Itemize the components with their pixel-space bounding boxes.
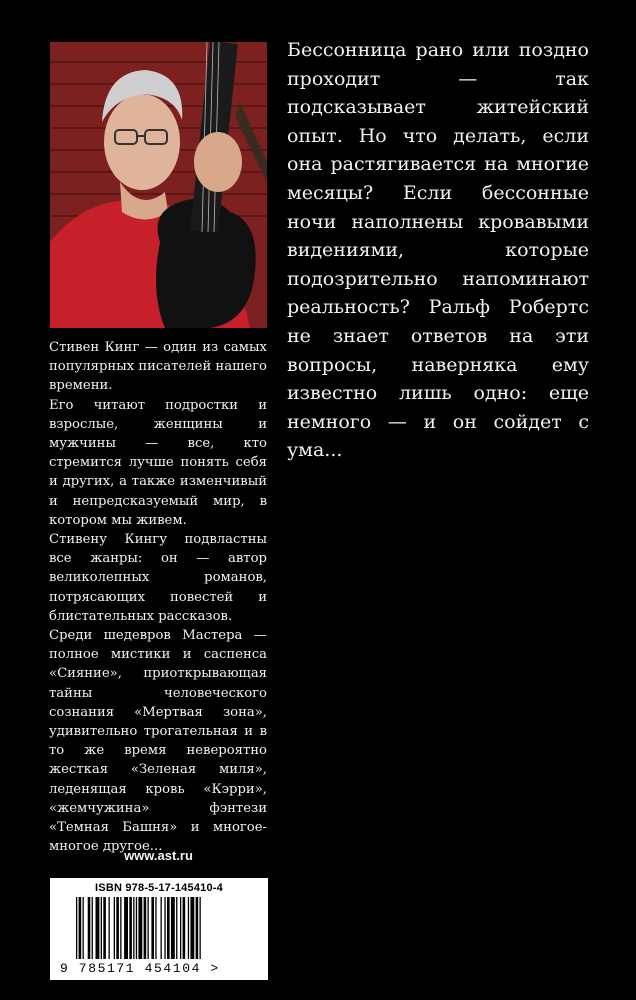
barcode-bar	[164, 897, 165, 959]
barcode-bar	[92, 897, 93, 959]
barcode-bar	[109, 897, 110, 959]
publisher-website[interactable]: www.ast.ru	[124, 848, 193, 863]
barcode-bar	[196, 897, 199, 959]
barcode-bar	[151, 897, 154, 959]
barcode-bar	[120, 897, 121, 959]
barcode-bar	[200, 897, 201, 959]
barcode-bar	[76, 897, 77, 959]
bio-paragraph: Стивену Кингу подвластны все жанры: он — автор великолепных романов, потрясающих повестей и блистательных рассказов.	[49, 532, 267, 624]
author-bio	[49, 338, 267, 856]
barcode-bar	[148, 897, 149, 959]
barcode-bar	[116, 897, 119, 959]
author-photo-with-guitar-icon	[50, 42, 267, 328]
bio-paragraph: Его читают подростки и взрослые, женщины и мужчины — все, кто стремится лучше понять себя и других, а также изменчивый и непредсказуемый мир, в котором мы живем.	[49, 397, 267, 528]
barcode-bar	[155, 897, 156, 959]
barcode-bar	[96, 897, 100, 959]
book-blurb	[287, 36, 589, 465]
barcode-bar	[114, 897, 115, 959]
bio-paragraph: Среди шедевров Мастера — полное мистики и саспенса «Сияние», приоткрывающая тайны человеческого сознания «Мертвая зона», удивительно трогательная и в то же время невероятно жесткая «Зеленая миля», леденящая кровь «Кэрри», «жемчужина» фэнтези «Темная Башня» и многое-многое другое...	[49, 628, 267, 855]
barcode-bar	[124, 897, 128, 959]
barcode-bar	[176, 897, 177, 959]
barcode-icon	[76, 897, 244, 959]
blurb-text: Бессонница рано или поздно проходит — так подсказывает житейский опыт. Но что делать, если она растягивается на многие месяцы? Если бессонные ночи наполнены кровавыми видениями, которые подозрительно напоминают реальность? Ральф Робертс не знает ответов на эти вопросы, наверняка ему известно лишь одно: еще немного — и он сойдет с ума...	[287, 39, 589, 462]
barcode-bar	[129, 897, 132, 959]
barcode-bar	[83, 897, 84, 959]
barcode-bar	[133, 897, 134, 959]
author-photo	[50, 42, 267, 328]
barcode-bar	[188, 897, 189, 959]
barcode-bar	[167, 897, 170, 959]
barcode-bar	[171, 897, 175, 959]
barcode-bar	[180, 897, 181, 959]
barcode-bar	[190, 897, 194, 959]
barcode-digits: 9 785171 454104 >	[60, 961, 220, 976]
barcode-bar	[161, 897, 162, 959]
barcode-bar	[103, 897, 106, 959]
isbn-number: ISBN 978-5-17-145410-4	[95, 882, 223, 894]
bio-paragraph: Стивен Кинг — один из самых популярных писателей нашего времени.	[49, 340, 267, 394]
barcode-bar	[183, 897, 186, 959]
barcode-bar	[101, 897, 102, 959]
barcode-bar	[138, 897, 142, 959]
barcode-label	[50, 878, 268, 980]
barcode-bar	[144, 897, 147, 959]
barcode-bar	[136, 897, 137, 959]
barcode-bar	[88, 897, 91, 959]
barcode-bar	[79, 897, 82, 959]
